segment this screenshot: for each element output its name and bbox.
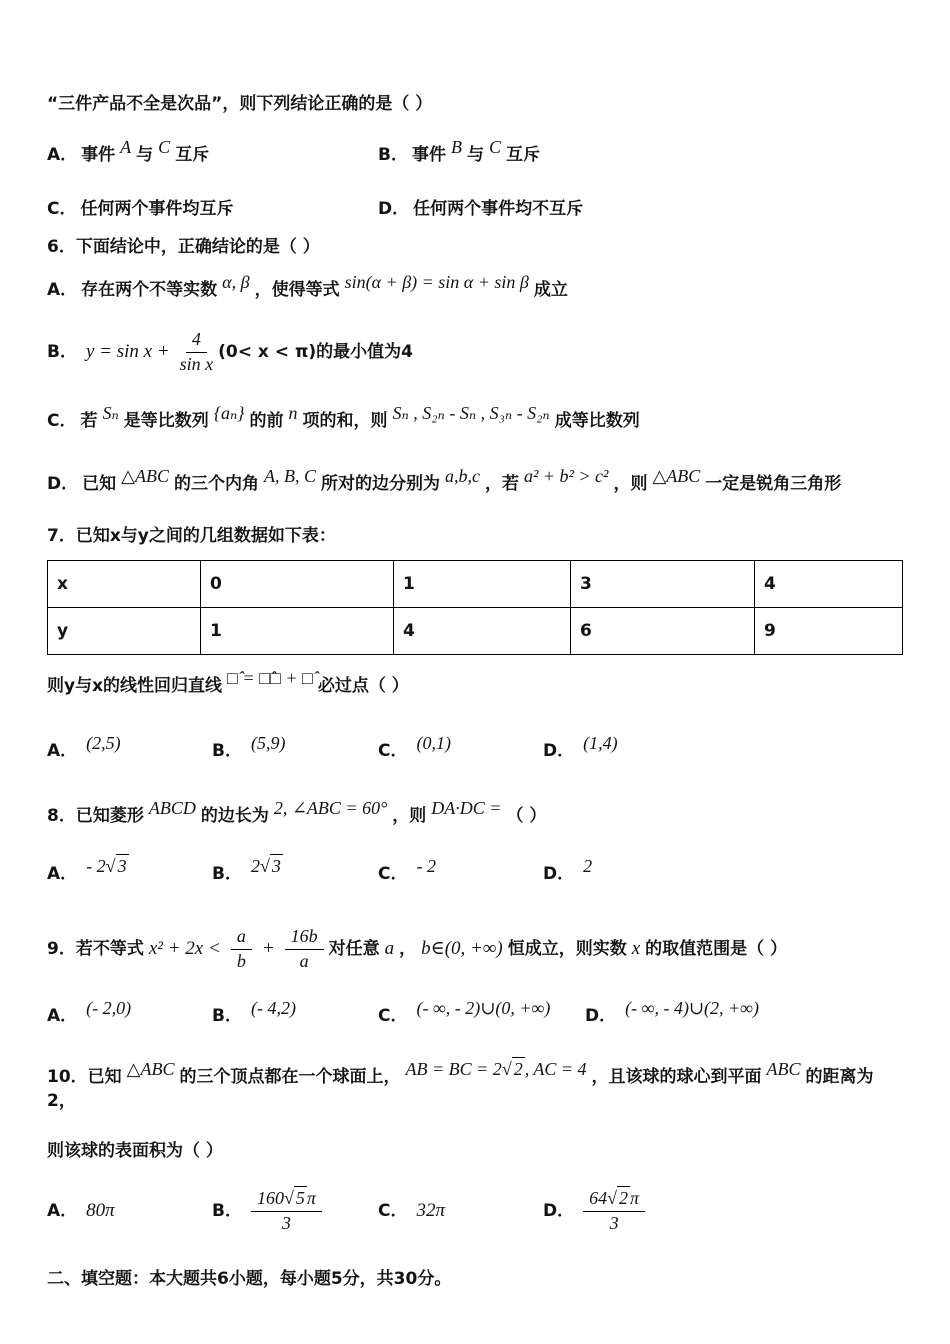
option-label: D．	[378, 199, 410, 219]
radical: √ 3	[105, 856, 127, 876]
q10-stem	[47, 1059, 901, 1113]
table-cell: 1	[394, 561, 571, 608]
option-label: A．	[47, 741, 78, 761]
math-run: 2	[583, 856, 593, 876]
math-run: 2, ∠ABC = 60°	[273, 798, 388, 818]
math-run: a	[384, 938, 395, 959]
option-label: A．	[47, 864, 78, 884]
q7-option-a	[47, 733, 212, 763]
fraction-numerator: a	[231, 926, 252, 950]
radicand: 3	[117, 856, 127, 876]
text-run: 则y与x的线性回归直线	[47, 676, 223, 696]
option-label: C．	[378, 741, 408, 761]
text-run: ，则	[613, 474, 648, 494]
q8-option-d	[543, 858, 901, 889]
math-run: a² + b² > c²	[523, 466, 609, 486]
math-run: (- ∞, - 4)∪(2, +∞)	[625, 998, 759, 1018]
math-run: △ABC	[126, 1059, 175, 1079]
text-run: （ ）	[506, 806, 547, 826]
fraction-numerator	[251, 1188, 322, 1212]
q10-option-d	[543, 1179, 901, 1243]
q9-options	[47, 998, 901, 1028]
table-row-x	[48, 561, 903, 608]
q5-options-row-1	[47, 137, 901, 167]
math-run	[406, 1059, 587, 1079]
q5-stem: “三件产品不全是次品”，则下列结论正确的是（ ）	[47, 94, 433, 114]
table-cell: 6	[571, 608, 755, 655]
option-label: D．	[543, 1201, 575, 1221]
math-run: (- 2,0)	[86, 998, 132, 1018]
text-run: 的三个内角	[173, 474, 259, 494]
option-label: D．	[585, 1006, 617, 1026]
coefficient: 2	[250, 856, 260, 876]
math-run	[251, 856, 283, 876]
text-run: 的距离为2，	[47, 1067, 874, 1111]
text-run: 存在两个不等实数	[81, 280, 218, 300]
text-run: 成等比数列	[554, 411, 640, 431]
text-run: (0< x < π)的最小值为4	[218, 342, 414, 362]
fraction-denominator: b	[236, 950, 246, 971]
option-label: B．	[47, 342, 77, 362]
q10-stem-line2: 则该球的表面积为（ ）	[47, 1141, 223, 1161]
text-run: 项的和，则	[302, 411, 388, 431]
equation-left: AB = BC = 2	[405, 1059, 502, 1079]
text-run: 所对的边分别为	[320, 474, 440, 494]
option-label: B．	[378, 145, 408, 165]
q10-option-b	[212, 1179, 378, 1243]
q8-option-c	[378, 858, 543, 889]
math-run	[86, 856, 128, 876]
math-run: x	[631, 938, 641, 959]
math-run: y = sin x +	[85, 341, 170, 362]
radical: √ 3	[259, 856, 281, 876]
q8-stem	[47, 798, 901, 828]
math-run: ABC	[766, 1059, 801, 1079]
table-cell: y	[48, 608, 201, 655]
option-label: C．	[378, 864, 408, 884]
text-run: 已知	[82, 474, 117, 494]
math-run: C	[158, 137, 171, 157]
text-run: 恒成立，则实数	[507, 939, 627, 959]
option-label: B．	[212, 741, 242, 761]
text-run: ，	[399, 939, 417, 959]
table-cell: 4	[394, 608, 571, 655]
text-run: ，若	[484, 474, 519, 494]
coefficient: 160	[256, 1187, 284, 1208]
radicand: 3	[271, 856, 281, 876]
table-cell: x	[48, 561, 201, 608]
q7-data-table	[47, 560, 903, 655]
q7-option-b	[212, 733, 378, 763]
text-run: ，且该球的球心到平面	[591, 1067, 762, 1087]
radicand: 2	[513, 1059, 523, 1079]
plus-sign: +	[261, 938, 275, 959]
q8-options	[47, 858, 901, 889]
math-run: 80π	[86, 1200, 115, 1221]
text-run: 是等比数列	[123, 411, 209, 431]
math-run: b∈(0, +∞)	[421, 938, 503, 959]
fraction-denominator: sin x	[179, 353, 214, 374]
q5-option-b	[378, 137, 901, 167]
option-label: A．	[47, 1006, 78, 1026]
equation-right: , AC = 4	[524, 1059, 587, 1079]
option-label: B．	[212, 1006, 242, 1026]
math-run: Sₙ , S₂ₙ - Sₙ , S₃ₙ - S₂ₙ	[392, 403, 550, 423]
text-run: 9．若不等式	[47, 939, 144, 959]
q6-option-d	[47, 466, 901, 496]
q9-option-b	[212, 998, 378, 1028]
math-run: (- 4,2)	[250, 998, 296, 1018]
fraction-denominator: a	[299, 950, 309, 971]
q10-options	[47, 1179, 901, 1243]
math-run: C	[488, 137, 501, 157]
text-run: 任何两个事件均互斥	[80, 199, 234, 219]
radical: √ 2	[501, 1059, 523, 1079]
fraction	[583, 1188, 645, 1234]
text-run: 成立	[533, 280, 568, 300]
table-cell: 1	[201, 608, 394, 655]
fraction	[231, 926, 252, 972]
q10-option-a	[47, 1179, 212, 1243]
q5-options-row-2	[47, 197, 901, 221]
table-cell: 3	[571, 561, 755, 608]
math-run: a,b,c	[444, 466, 480, 486]
math-run: - 2	[416, 856, 436, 876]
option-label: C．	[378, 1006, 408, 1026]
regression-equation: □̂ = □̂□ + □̂	[227, 668, 313, 688]
q9-option-c	[378, 998, 585, 1028]
radical: √ 5	[283, 1187, 305, 1208]
option-label: C．	[47, 411, 77, 431]
text-run: 事件	[81, 145, 116, 165]
math-run: {aₙ}	[213, 403, 245, 423]
text-run: 对任意	[328, 939, 380, 959]
q7-option-d	[543, 733, 901, 763]
table-cell: 0	[201, 561, 394, 608]
q5-option-c	[47, 197, 378, 221]
math-run: (1,4)	[583, 733, 618, 753]
fraction	[251, 1188, 322, 1234]
text-run: 互斥	[505, 145, 540, 165]
option-label: C．	[47, 199, 77, 219]
option-label: A．	[47, 280, 78, 300]
text-run: 的边长为	[200, 806, 269, 826]
q6-stem: 6．下面结论中，正确结论的是（ ）	[47, 237, 320, 257]
text-run: ，则	[392, 806, 427, 826]
q9-option-d	[585, 998, 901, 1028]
q5-option-d	[378, 197, 901, 221]
fraction-numerator	[583, 1188, 645, 1212]
coefficient: - 2	[86, 856, 106, 876]
fraction-denominator: 3	[609, 1212, 619, 1233]
option-label: D．	[543, 864, 575, 884]
q9-option-a	[47, 998, 212, 1028]
math-run: (5,9)	[250, 733, 286, 753]
text-run: 10．已知	[47, 1067, 122, 1087]
option-label: B．	[212, 1201, 242, 1221]
text-run: 的取值范围是（ ）	[645, 939, 788, 959]
fraction	[180, 329, 214, 375]
math-run: (0,1)	[416, 733, 451, 753]
text-run: 若	[80, 411, 98, 431]
math-run: x² + 2x <	[148, 938, 221, 959]
text-run: 的三个顶点都在一个球面上，	[179, 1067, 401, 1087]
text-run: ，使得等式	[254, 280, 340, 300]
text-run: 与	[466, 145, 484, 165]
option-label: B．	[212, 864, 242, 884]
table-row-y	[48, 608, 903, 655]
text-run: 的前	[249, 411, 284, 431]
text-run: 与	[136, 145, 154, 165]
math-run: ABCD	[148, 798, 196, 818]
radicand: 2	[619, 1187, 629, 1208]
math-run: B	[450, 137, 462, 157]
option-label: D．	[47, 474, 79, 494]
math-run: α, β	[222, 272, 250, 292]
fraction	[285, 926, 324, 972]
option-label: A．	[47, 1201, 78, 1221]
text-run: 任何两个事件均不互斥	[413, 199, 584, 219]
q6-option-a	[47, 272, 901, 302]
table-cell: 4	[755, 561, 903, 608]
q7-option-c	[378, 733, 543, 763]
pi-symbol: π	[630, 1187, 640, 1208]
pi-symbol: π	[306, 1187, 316, 1208]
q6-option-b	[47, 324, 901, 380]
radicand: 5	[295, 1187, 305, 1208]
q5-option-a	[47, 137, 378, 167]
coefficient: 64	[589, 1187, 608, 1208]
math-run: n	[288, 403, 298, 423]
q7-options	[47, 733, 901, 763]
math-run: DA·DC =	[431, 798, 502, 818]
q8-option-a	[47, 858, 212, 889]
q10-option-c	[378, 1179, 543, 1243]
text-run: 8．已知菱形	[47, 806, 144, 826]
q7-after-table	[47, 669, 901, 702]
option-label: C．	[378, 1201, 408, 1221]
math-run: △ABC	[121, 466, 169, 486]
math-run: A, B, C	[263, 466, 316, 486]
text-run: 互斥	[175, 145, 210, 165]
math-run: (2,5)	[86, 733, 121, 753]
section2-heading: 二、填空题：本大题共6小题，每小题5分，共30分。	[47, 1269, 452, 1289]
fraction-numerator: 16b	[285, 926, 324, 950]
math-run: (- ∞, - 2)∪(0, +∞)	[416, 998, 551, 1018]
math-run: Sₙ	[102, 403, 119, 423]
math-run: 32π	[416, 1200, 446, 1221]
fraction-denominator: 3	[281, 1212, 291, 1233]
q8-option-b	[212, 858, 378, 889]
table-cell: 9	[755, 608, 903, 655]
text-run: 必过点（ ）	[317, 676, 409, 696]
q6-option-c	[47, 403, 901, 433]
q9-stem	[47, 919, 901, 979]
option-label: A．	[47, 145, 78, 165]
option-label: D．	[543, 741, 575, 761]
math-run: △ABC	[652, 466, 701, 486]
radical: √ 2	[607, 1187, 629, 1208]
text-run: 一定是锐角三角形	[705, 474, 842, 494]
math-run: sin(α + β) = sin α + sin β	[344, 272, 529, 292]
fraction-numerator: 4	[186, 329, 207, 353]
text-run: 事件	[411, 145, 446, 165]
q7-stem: 7．已知x与y之间的几组数据如下表：	[47, 526, 336, 546]
math-run: A	[120, 137, 132, 157]
